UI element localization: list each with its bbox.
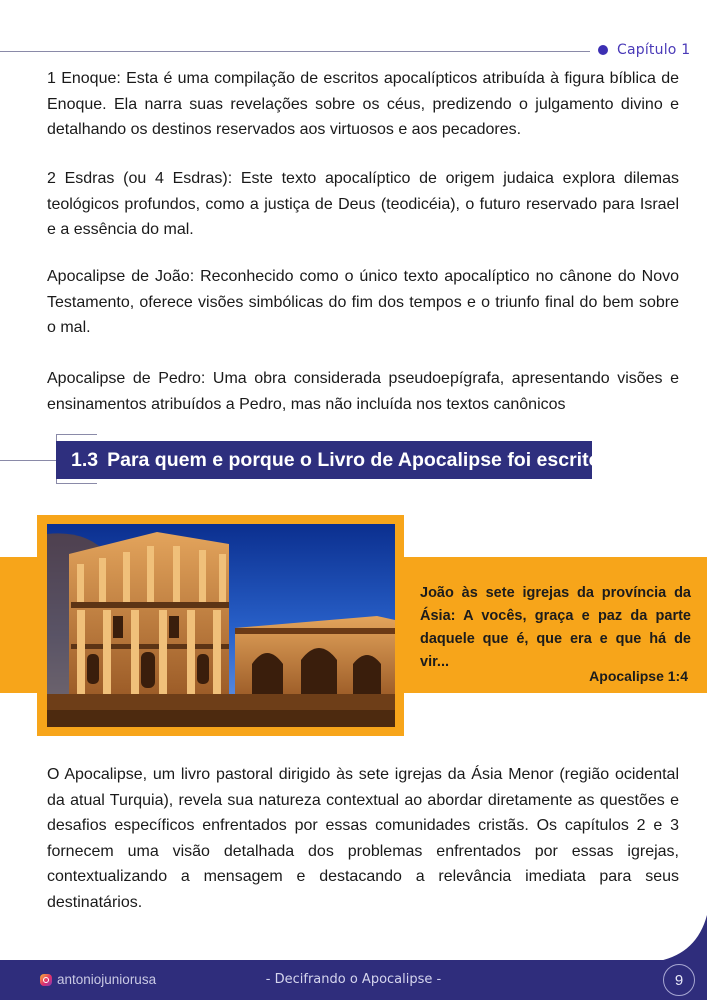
social-handle-label: antoniojuniorusa — [57, 972, 157, 987]
page-number: 9 — [663, 964, 695, 996]
verse-quote: João às sete igrejas da província da Ásia: A vocês, graça e paz da parte daquele que é, que era e que há de vir... — [420, 585, 691, 670]
book-title: - Decifrando o Apocalipse - — [265, 972, 442, 987]
paragraph-pedro: Apocalipse de Pedro: Uma obra considerada pseudoepígrafa, apresentando visões e ensinamentos atribuídos a Pedro, mas não incluída nos textos canônicos — [47, 370, 679, 413]
verse-reference: Apocalipse 1:4 — [589, 668, 688, 684]
paragraph-enoque: 1 Enoque: Esta é uma compilação de escritos apocalípticos atribuída à figura bíblica de Enoque. Ela narra suas revelações sobre os céus, predizendo o julgamento divino e detalhando os destinos reservados aos virtuosos e aos pecadores. — [47, 70, 679, 138]
section-number: 1.3 — [71, 448, 99, 471]
chapter-indicator — [598, 42, 690, 58]
library-of-celsus-photo — [47, 524, 395, 727]
paragraph-joao: Apocalipse de João: Reconhecido como o único texto apocalíptico no cânone do Novo Testamento, oferece visões simbólicas do fim dos tempos e o triunfo final do bem sobre o mal. — [47, 268, 679, 336]
paragraph-apocalipse-context: O Apocalipse, um livro pastoral dirigido às sete igrejas da Ásia Menor (região ocidental da atual Turquia), revela sua natureza contextual ao abordar diretamente as questões e desafios específicos enfrentados por essas comunidades cristãs. Os capítulos 2 e 3 fornecem uma visão detalhada dos problemas enfrentados por essas igrejas, contextualizando a mensagem e destacando a relevância imediata para seus destinatários. — [47, 766, 679, 911]
section-rule — [0, 460, 56, 461]
chapter-label: Capítulo 1 — [617, 42, 691, 58]
chapter-bullet-icon — [598, 45, 608, 55]
header-rule — [0, 51, 590, 52]
footer-corner-decoration — [659, 915, 707, 961]
section-heading — [56, 441, 613, 479]
paragraph-esdras: 2 Esdras (ou 4 Esdras): Este texto apocalíptico de origem judaica explora dilemas teológicos profundos, como a justiça de Deus (teodicéia), o futuro reservado para Israel e a essência do mal. — [47, 170, 679, 238]
section-title: Para quem e porque o Livro de Apocalipse foi escrito? — [107, 448, 613, 471]
